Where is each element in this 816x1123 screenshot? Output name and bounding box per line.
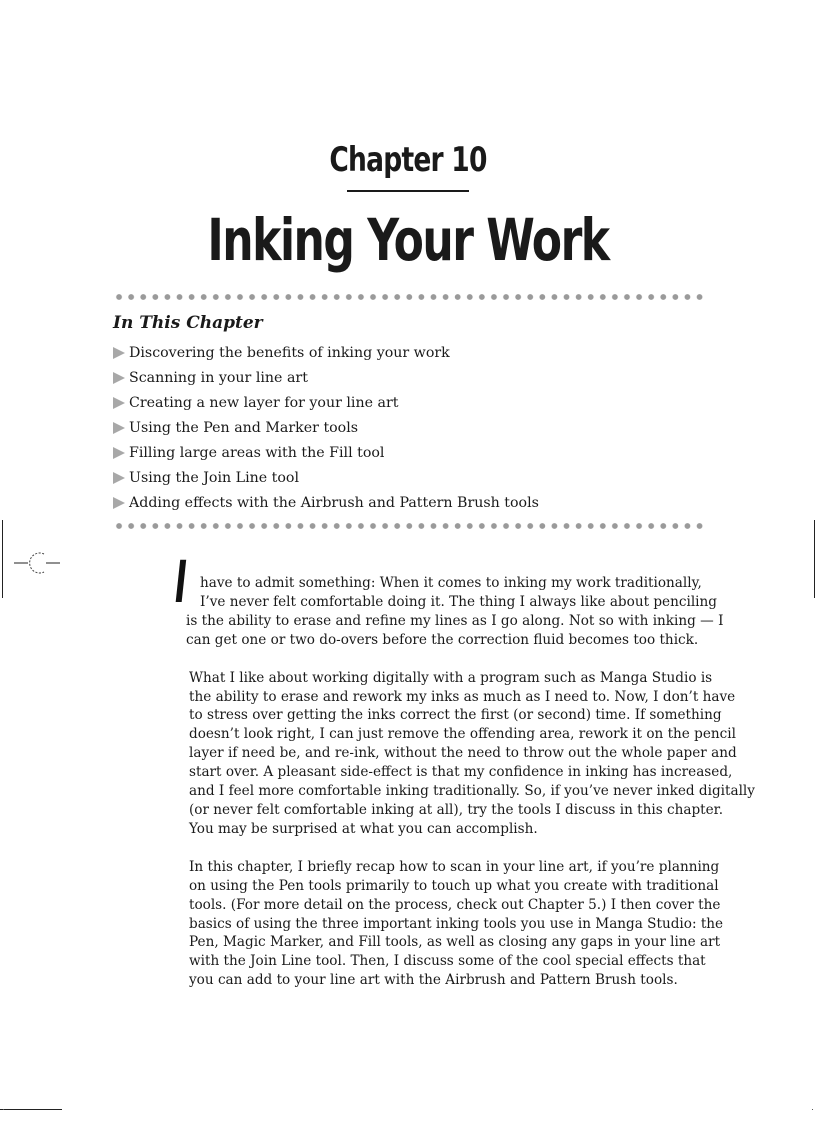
crop-mark-left: [2, 520, 3, 598]
paragraph-2: [189, 669, 755, 839]
crop-mark-bottom: [0, 1109, 62, 1110]
registration-mark-icon: [14, 550, 60, 576]
list-item: [113, 415, 539, 440]
text-line: You may be surprised at what you can accomplish.: [189, 820, 538, 837]
list-item: [113, 440, 539, 465]
paragraph-1: [186, 574, 724, 650]
text-line: on using the Pen tools primarily to touch up what you create with traditional: [189, 877, 719, 894]
arrow-bullet-icon: [113, 447, 125, 459]
text-line: layer if need be, and re-ink, without the need to throw out the whole paper and: [189, 745, 737, 762]
paragraph-3: [189, 858, 724, 990]
list-item: [113, 390, 539, 415]
arrow-bullet-icon: [113, 347, 125, 359]
arrow-bullet-icon: [113, 397, 125, 409]
chapter-underline: [347, 190, 469, 192]
text-line: What I like about working digitally with a program such as Manga Studio is: [189, 669, 713, 686]
text-line: (or never felt comfortable inking at all), try the tools I discuss in this chapter.: [189, 801, 724, 818]
text-line: the ability to erase and rework my inks as much as I need to. Now, I don’t have: [189, 688, 736, 705]
text-line: doesn’t look right, I can just remove the offending area, rework it on the pencil: [189, 726, 736, 743]
list-item-text: Adding effects with the Airbrush and Pattern Brush tools: [129, 495, 539, 512]
text-line: you can add to your line art with the Airbrush and Pattern Brush tools.: [189, 972, 678, 989]
arrow-bullet-icon: [113, 372, 125, 384]
text-line: In this chapter, I briefly recap how to scan in your line art, if you’re planning: [189, 858, 720, 875]
text-line: Pen, Magic Marker, and Fill tools, as well as closing any gaps in your line art: [189, 934, 721, 951]
text-line: basics of using the three important inking tools you use in Manga Studio: the: [189, 915, 724, 932]
list-item-text: Creating a new layer for your line art: [129, 394, 399, 411]
list-item-text: Scanning in your line art: [129, 369, 308, 386]
text-line: start over. A pleasant side-effect is that my confidence in inking has increased,: [189, 764, 733, 781]
crop-mark-right: [814, 520, 815, 598]
chapter-title: Inking Your Work: [207, 206, 609, 274]
body-text: [186, 574, 755, 1009]
arrow-bullet-icon: [113, 497, 125, 509]
in-this-chapter-heading: In This Chapter: [113, 313, 263, 333]
list-item-text: Discovering the benefits of inking your work: [129, 344, 450, 361]
text-line: to stress over getting the inks correct the first (or second) time. If something: [189, 707, 722, 724]
text-line: with the Join Line tool. Then, I discuss some of the cool special effects that: [189, 953, 706, 970]
drop-cap: I: [175, 548, 187, 616]
text-line: is the ability to erase and refine my lines as I go along. Not so with inking — I: [186, 612, 724, 629]
list-item-text: Using the Pen and Marker tools: [129, 419, 359, 436]
arrow-bullet-icon: [113, 472, 125, 484]
list-item-text: Using the Join Line tool: [129, 470, 299, 487]
dotted-divider-bottom: [113, 521, 706, 531]
text-line: tools. (For more detail on the process, check out Chapter 5.) I then cover the: [189, 896, 721, 913]
list-item: [113, 465, 539, 490]
chapter-topics-list: [113, 340, 539, 516]
text-line: I’ve never felt comfortable doing it. The thing I always like about penciling: [200, 593, 717, 610]
list-item-text: Filling large areas with the Fill tool: [129, 444, 385, 461]
crop-dot: [812, 1109, 813, 1110]
text-line: and I feel more comfortable inking traditionally. So, if you’ve never inked digitally: [189, 783, 755, 800]
list-item: [113, 365, 539, 390]
chapter-number: Chapter 10: [329, 140, 487, 180]
text-line: can get one or two do-overs before the correction fluid becomes too thick.: [186, 631, 699, 648]
crop-dot: [3, 1109, 4, 1110]
text-line: have to admit something: When it comes to inking my work traditionally,: [200, 575, 702, 591]
list-item: [113, 340, 539, 365]
list-item: [113, 491, 539, 516]
dotted-divider-top: [113, 292, 706, 302]
arrow-bullet-icon: [113, 422, 125, 434]
